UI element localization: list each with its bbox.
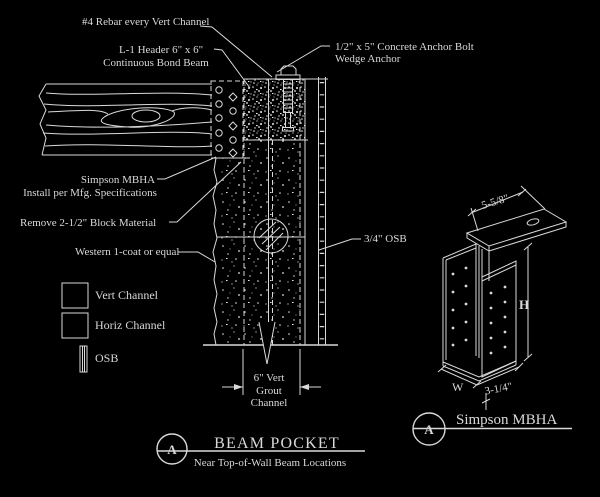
detail-title-text: BEAM POCKET <box>214 435 340 452</box>
iso-right-plate-holes <box>490 286 507 355</box>
block-face-shell <box>218 158 244 345</box>
iso-left-plate <box>443 244 479 362</box>
wall-section <box>203 79 338 364</box>
legend-horiz-swatch <box>62 313 88 338</box>
simpson-note-line2: Install per Mfg. Specifications <box>23 187 157 199</box>
anchor-leader <box>277 46 330 72</box>
detail-subtitle-text: Near Top-of-Wall Beam Locations <box>193 457 347 469</box>
anchor-note-line1: 1/2" x 5" Concrete Anchor Bolt <box>335 41 474 53</box>
legend-swatches <box>62 283 88 372</box>
wood-beam <box>39 84 212 155</box>
hanger-depth-label: 3-1/4" <box>483 380 514 398</box>
dim-arrow-right <box>300 384 309 390</box>
iso-hanger <box>438 186 566 410</box>
anchor-note-line2: Wedge Anchor <box>335 53 401 65</box>
fastener-holes <box>216 87 237 157</box>
rebar-note-label: #4 Rebar every Vert Channel <box>82 16 210 28</box>
stucco-leader <box>178 252 215 262</box>
hanger-width-label: W <box>452 380 464 394</box>
legend-horiz-label: Horiz Channel <box>95 318 166 332</box>
legend-osb-swatch <box>80 346 87 372</box>
beam-break-line <box>39 84 46 155</box>
iso-top-flange <box>467 209 566 251</box>
iso-right-plate <box>482 249 516 377</box>
hanger-marker-letter: A <box>424 422 434 437</box>
grout-dim-line2: Grout <box>256 385 282 397</box>
legend-vert-label: Vert Channel <box>95 288 158 302</box>
grout-dim-line1: 6" Vert <box>253 372 285 384</box>
hanger-title-text: Simpson MBHA <box>456 412 558 428</box>
legend-vert-swatch <box>62 283 88 308</box>
bolt-hex-head <box>281 66 296 75</box>
header-note-line2: Continuous Bond Beam <box>103 57 209 69</box>
iso-left-plate-holes <box>452 267 468 347</box>
iso-bottom-plate <box>443 361 516 381</box>
grout-dim-line3: Channel <box>250 397 288 409</box>
vert-grout-channel <box>244 140 301 345</box>
dim-arrow-left <box>234 384 243 390</box>
header-note-line1: L-1 Header 6" x 6" <box>118 44 204 56</box>
bond-beam-grout <box>244 79 305 140</box>
legend-osb-label: OSB <box>95 351 119 365</box>
wood-knot-center <box>132 110 160 122</box>
simpson-leader <box>157 157 216 179</box>
flange-slot-hole <box>526 218 539 227</box>
detail-marker-letter: A <box>167 442 177 457</box>
hanger-top-width-label: 5-5/8" <box>480 192 511 212</box>
simpson-note-line1: Simpson MBHA <box>80 174 156 186</box>
remove-note-label: Remove 2-1/2" Block Material <box>20 217 157 229</box>
osb-sheathing <box>319 77 326 345</box>
stucco-note-label: Western 1-coat or equal <box>75 246 180 258</box>
osb-note-label: 3/4" OSB <box>364 233 407 245</box>
hanger-height-label: H <box>519 297 530 312</box>
